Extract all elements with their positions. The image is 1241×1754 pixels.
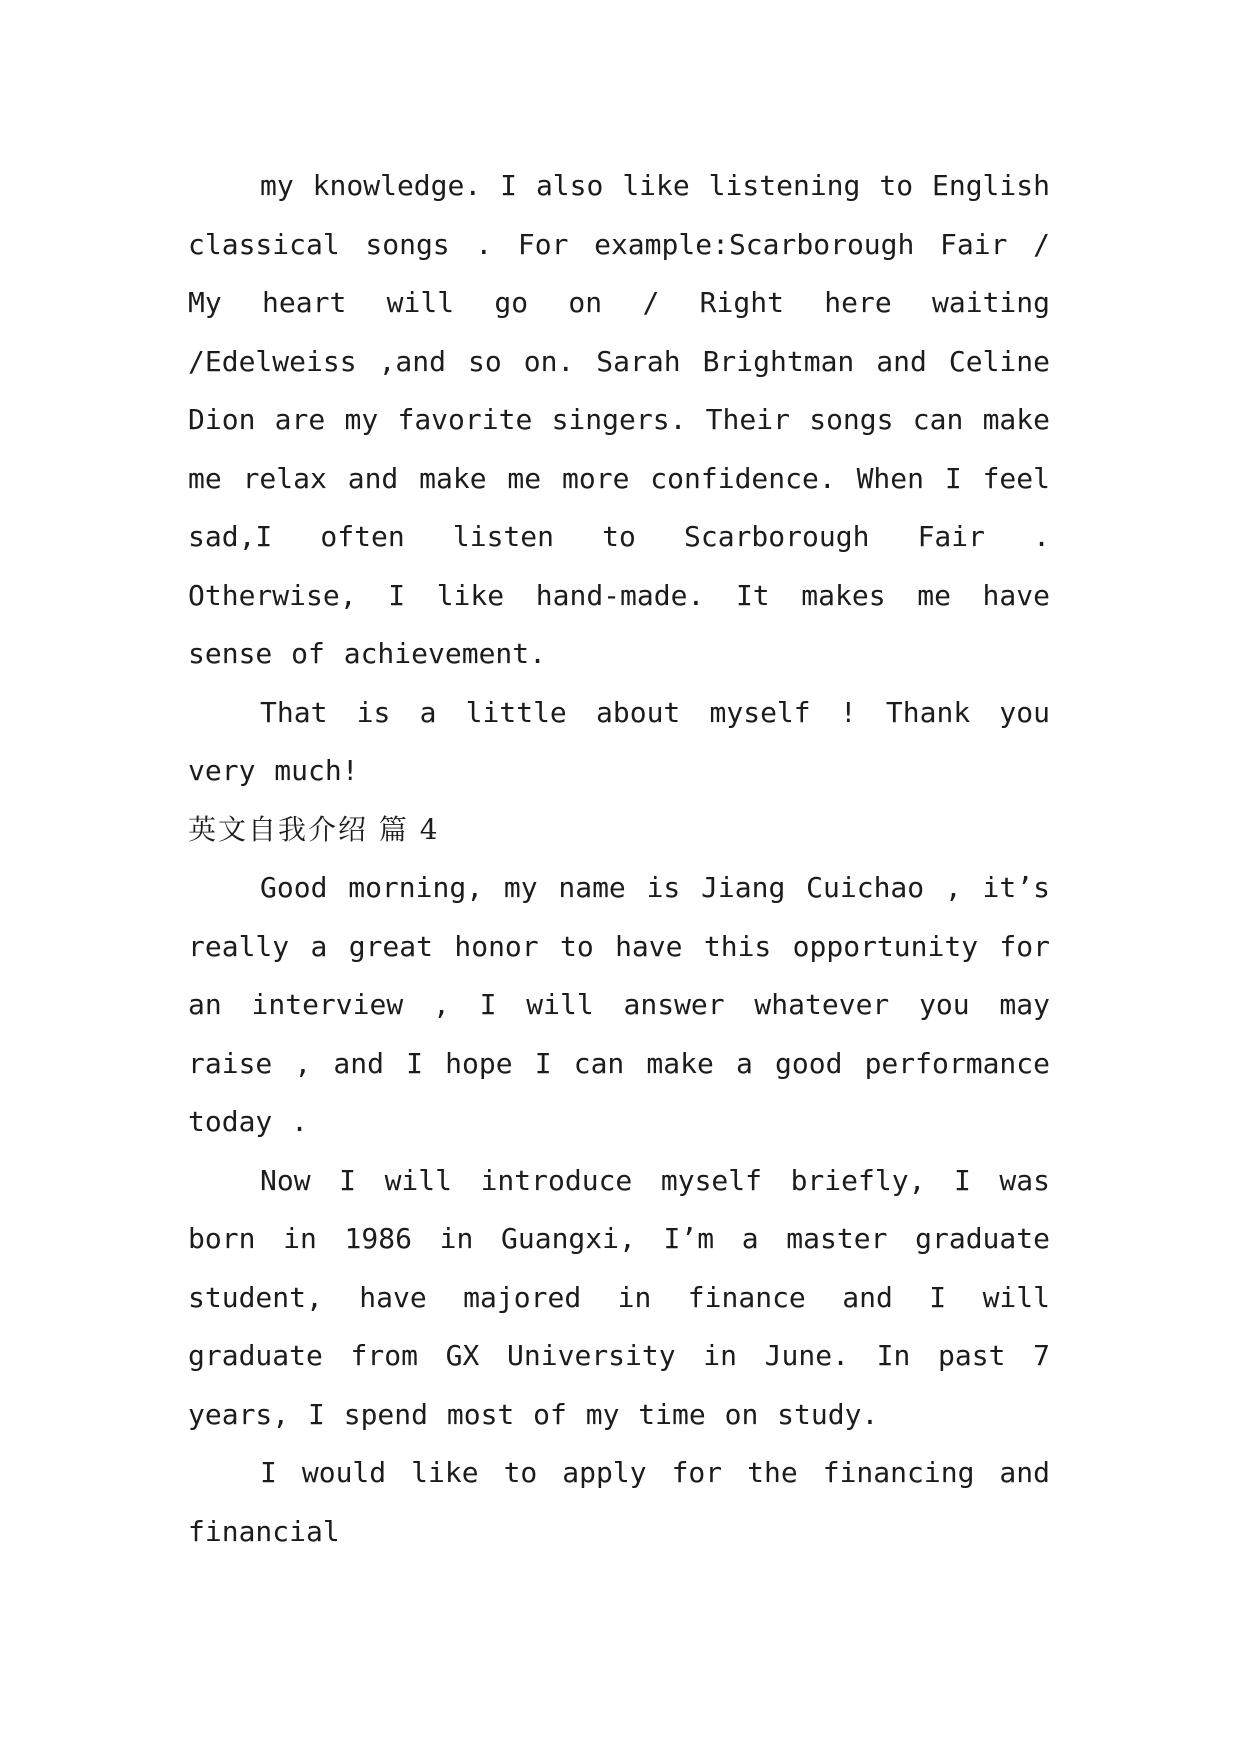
document-body <box>188 157 1050 1561</box>
paragraph-application: I would like to apply for the financing and financial <box>188 1456 1050 1548</box>
section-heading: 英文自我介绍 篇 4 <box>188 812 440 846</box>
paragraph-closing: That is a little about myself ! Thank you very much! <box>188 695 1050 787</box>
paragraph-background: Now I will introduce myself briefly, I was born in 1986 in Guangxi, I’m a master graduate student, have majored in finance and I will graduate from GX University in June. In past 7 years, I spend most of my time on study. <box>188 1163 1050 1431</box>
paragraph-hobbies: my knowledge. I also like listening to English classical songs . For example:Scarborough Fair / My heart will go on / Right here waiting /Edelweiss ,and so on. Sarah Brightman and Celine Dion are my favorite singers. Their songs can make me relax and make me more confidence. When I feel sad,I often listen to Scarborough Fair . Otherwise, I like hand-made. It makes me have sense of achievement. <box>188 169 1050 670</box>
paragraph-greeting: Good morning, my name is Jiang Cuichao , it’s really a great honor to have this opportunity for an interview , I will answer whatever you may raise , and I hope I can make a good performance today . <box>188 871 1050 1138</box>
